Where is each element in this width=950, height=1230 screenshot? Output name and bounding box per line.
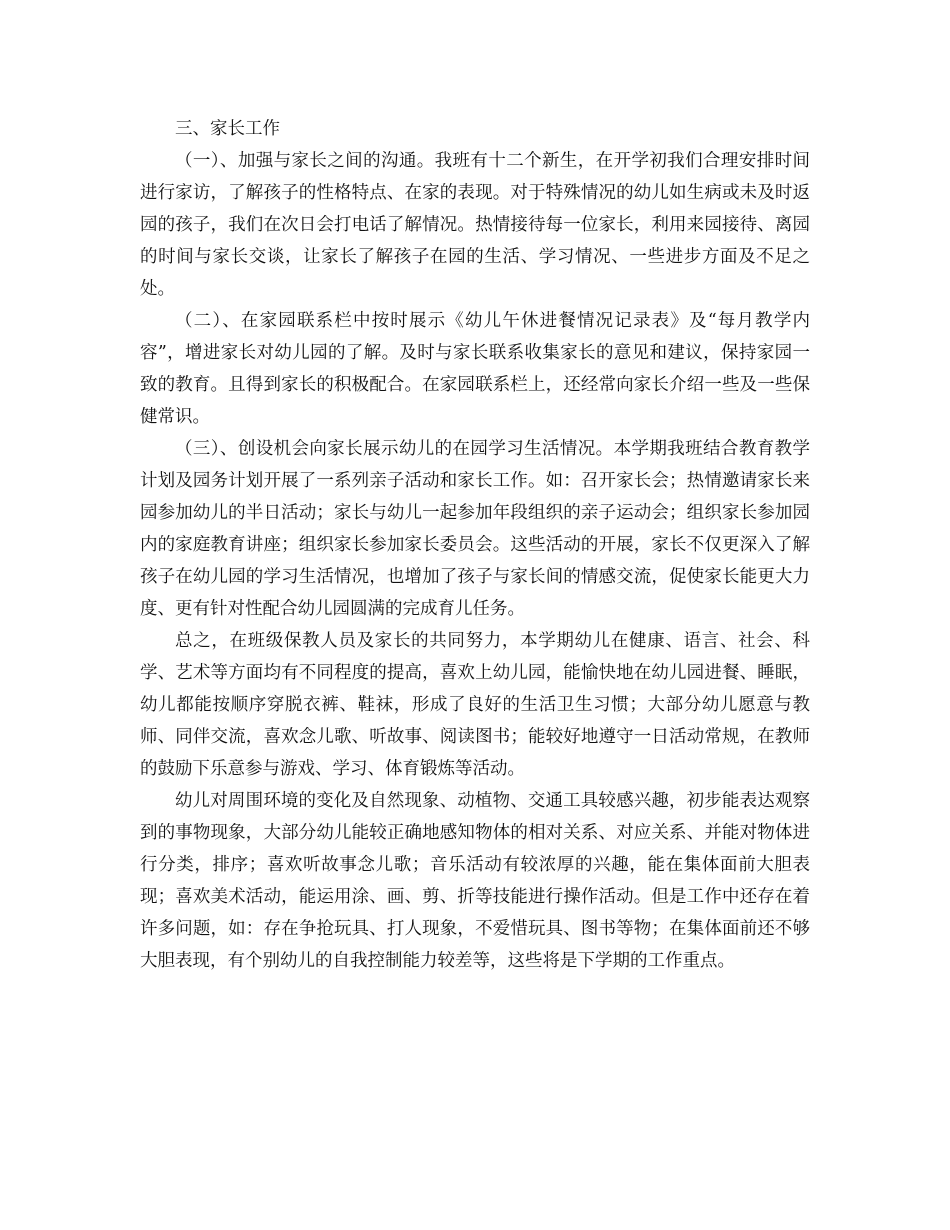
paragraph-development-and-issues: 幼儿对周围环境的变化及自然现象、动植物、交通工具较感兴趣，初步能表达观察到的事物现象，大部分幼儿能较正确地感知物体的相对关系、对应关系、并能对物体进行分类，排序；喜欢听故事念儿歌；音乐活动有较浓厚的兴趣，能在集体面前大胆表现；喜欢美术活动，能运用涂、画、剪、折等技能进行操作活动。但是工作中还存在着许多问题，如：存在争抢玩具、打人现象，不爱惜玩具、图书等物；在集体面前还不够大胆表现，有个别幼儿的自我控制能力较差等，这些将是下学期的工作重点。	[140, 791, 810, 971]
paragraph-showcase-activities: （三）、创设机会向家长展示幼儿的在园学习生活情况。本学期我班结合教育教学计划及园务计划开展了一系列亲子活动和家长工作。如：召开家长会；热情邀请家长来园参加幼儿的半日活动；家长与幼儿一起参加年段组织的亲子运动会；组织家长参加园内的家庭教育讲座；组织家长参加家长委员会。这些活动的开展，家长不仅更深入了解孩子在幼儿园的学习生活情况，也增加了孩子与家长间的情感交流，促使家长能更大力度、更有针对性配合幼儿园圆满的完成育儿任务。	[140, 439, 810, 619]
paragraph-home-school-board: （二）、在家园联系栏中按时展示《幼儿午休进餐情况记录表》及“每月教学内容”，增进家长对幼儿园的了解。及时与家长联系收集家长的意见和建议，保持家园一致的教育。且得到家长的积极配合。在家园联系栏上，还经常向家长介绍一些及一些保健常识。	[140, 311, 810, 427]
paragraph-summary: 总之，在班级保教人员及家长的共同努力，本学期幼儿在健康、语言、社会、科学、艺术等方面均有不同程度的提高，喜欢上幼儿园，能愉快地在幼儿园进餐、睡眠，幼儿都能按顺序穿脱衣裤、鞋袜，形成了良好的生活卫生习惯；大部分幼儿愿意与教师、同伴交流，喜欢念儿歌、听故事、阅读图书；能较好地遵守一日活动常规，在教师的鼓励下乐意参与游戏、学习、体育锻炼等活动。	[140, 631, 810, 779]
paragraph-parent-communication: （一）、加强与家长之间的沟通。我班有十二个新生，在开学初我们合理安排时间进行家访，了解孩子的性格特点、在家的表现。对于特殊情况的幼儿如生病或未及时返园的孩子，我们在次日会打电话了解情况。热情接待每一位家长，利用来园接待、离园的时间与家长交谈，让家长了解孩子在园的生活、学习情况、一些进步方面及不足之处。	[140, 151, 810, 299]
section-heading: 三、家长工作	[175, 119, 280, 139]
document-body	[140, 113, 810, 977]
